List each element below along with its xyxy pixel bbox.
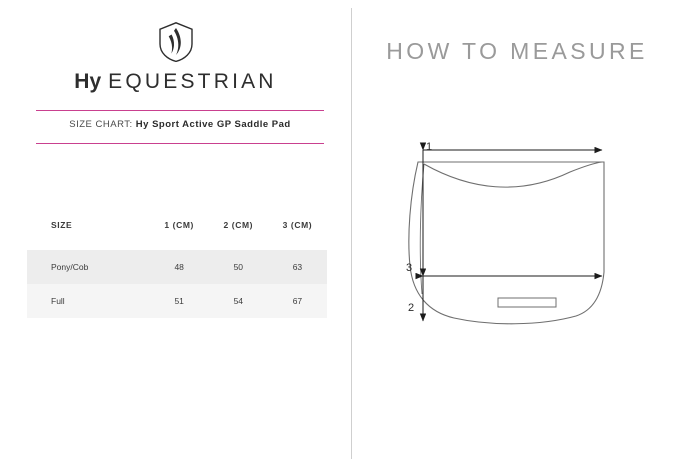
hy-equestrian-shield-logo-icon [159, 22, 193, 62]
column-header-2cm: 2 (CM) [209, 212, 268, 250]
column-header-3cm: 3 (CM) [268, 212, 327, 250]
measure-label-1: 1 [426, 141, 433, 153]
saddle-pad-diagram-svg [380, 126, 660, 366]
measure-label-2: 2 [408, 302, 415, 314]
size-table-body [27, 250, 327, 318]
cell-measure-3: 67 [268, 284, 327, 318]
cell-measure-1: 48 [150, 250, 209, 284]
how-to-measure-title: HOW TO MEASURE [386, 38, 648, 64]
cell-size: Full [27, 284, 150, 318]
right-panel [352, 0, 682, 467]
size-chart-prefix: SIZE CHART: [69, 119, 133, 130]
brand-name-primary: Hy [74, 70, 102, 93]
header-rule-top [36, 110, 324, 111]
measure-label-3: 3 [406, 262, 413, 274]
cell-size: Pony/Cob [27, 250, 150, 284]
cell-measure-3: 63 [268, 250, 327, 284]
size-chart-header-text [36, 119, 324, 130]
column-header-size: SIZE [27, 212, 150, 250]
cell-measure-2: 50 [209, 250, 268, 284]
header-rule-bottom [36, 143, 324, 144]
size-chart-title: Hy Sport Active GP Saddle Pad [135, 119, 291, 130]
table-row [27, 284, 327, 318]
cell-measure-2: 54 [209, 284, 268, 318]
table-header-row [27, 212, 327, 250]
brand-logo [0, 22, 351, 94]
brand-name [0, 70, 351, 94]
table-row [27, 250, 327, 284]
size-chart-header [36, 110, 324, 144]
cell-measure-1: 51 [150, 284, 209, 318]
saddle-pad-measurement-diagram [380, 126, 660, 366]
size-table [27, 212, 327, 318]
size-table-head [27, 212, 327, 250]
column-header-1cm: 1 (CM) [150, 212, 209, 250]
brand-name-secondary: EQUESTRIAN [108, 70, 277, 93]
